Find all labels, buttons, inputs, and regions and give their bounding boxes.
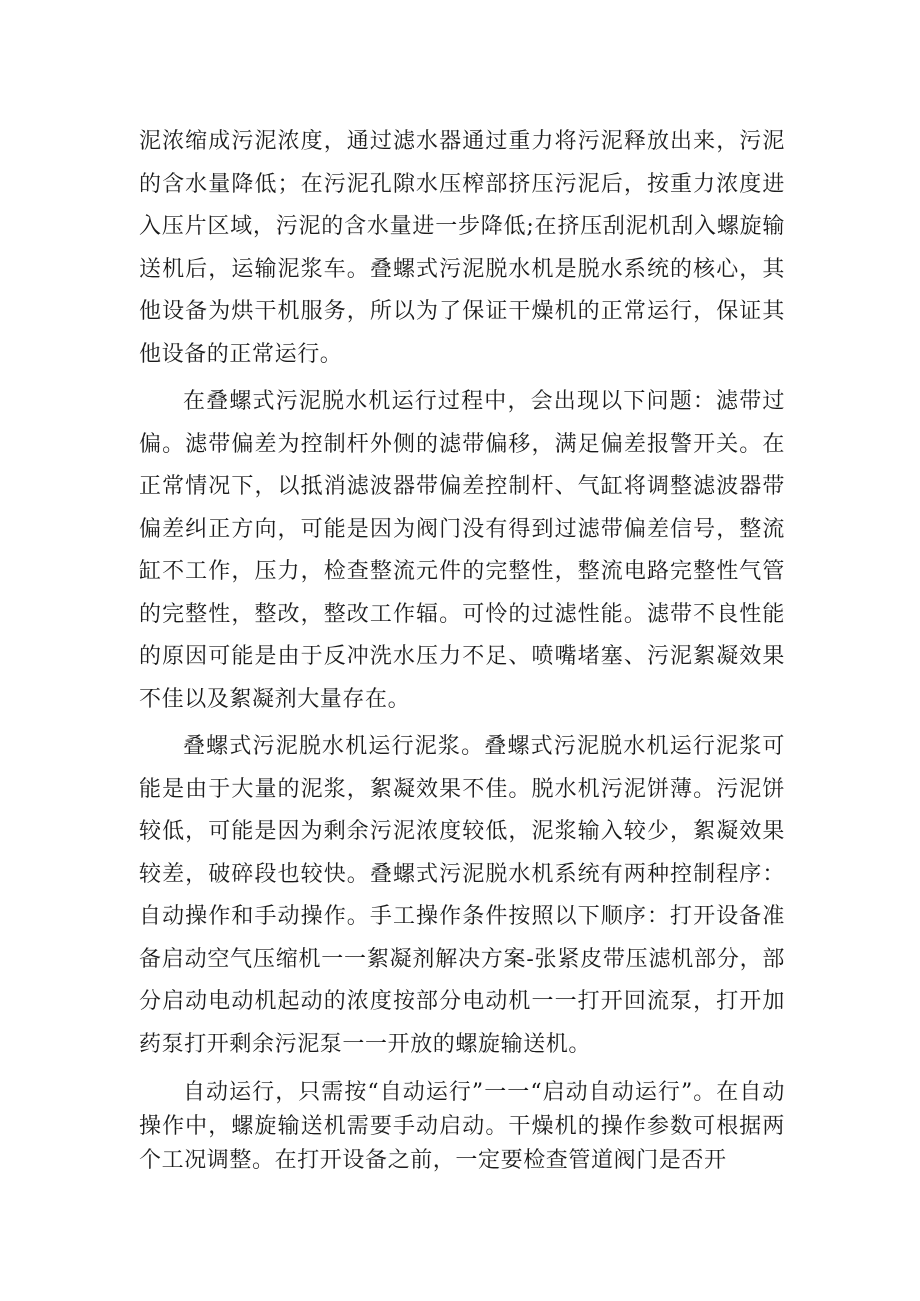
paragraph-3: 叠螺式污泥脱水机运行泥浆。叠螺式污泥脱水机运行泥浆可能是由于大量的泥浆，絮凝效果不佳。脱水机污泥饼薄。污泥饼较低，可能是因为剩余污泥浓度较低，泥浆输入较少，絮凝效果较差，破碎段也较快。叠螺式污泥脱水机系统有两种控制程序：自动操作和手动操作。手工操作条件按照以下顺序：打开设备准备启动空气压缩机一一絮凝剂解决方案-张紧皮带压滤机部分，部分启动电动机起动的浓度按部分电动机一一打开回流泵，打开加药泵打开剩余污泥泵一一开放的螺旋输送机。	[139, 734, 785, 1057]
document-body	[139, 121, 785, 1178]
paragraph-1: 泥浓缩成污泥浓度，通过滤水器通过重力将污泥释放出来，污泥的含水量降低；在污泥孔隙水压榨部挤压污泥后，按重力浓度进入压片区域，污泥的含水量进一步降低;在挤压刮泥机刮入螺旋输送机后，运输泥浆车。叠螺式污泥脱水机是脱水系统的核心，其他设备为烘干机服务，所以为了保证干燥机的正常运行，保证其他设备的正常运行。	[139, 129, 785, 367]
paragraph-4: 自动运行，只需按“自动运行”一一“启动自动运行”。在自动操作中，螺旋输送机需要手动启动。干燥机的操作参数可根据两个工况调整。在打开设备之前，一定要检查管道阀门是否开	[139, 1080, 785, 1173]
paragraph-2: 在叠螺式污泥脱水机运行过程中，会出现以下问题：滤带过偏。滤带偏差为控制杆外侧的滤带偏移，满足偏差报警开关。在正常情况下，以抵消滤波器带偏差控制杆、气缸将调整滤波器带偏差纠正方向，可能是因为阀门没有得到过滤带偏差信号，整流缸不工作，压力，检查整流元件的完整性，整流电路完整性气管的完整性，整改，整改工作辐。可怜的过滤性能。滤带不良性能的原因可能是由于反冲洗水压力不足、喷嘴堵塞、污泥絮凝效果不佳以及絮凝剂大量存在。	[139, 389, 785, 712]
